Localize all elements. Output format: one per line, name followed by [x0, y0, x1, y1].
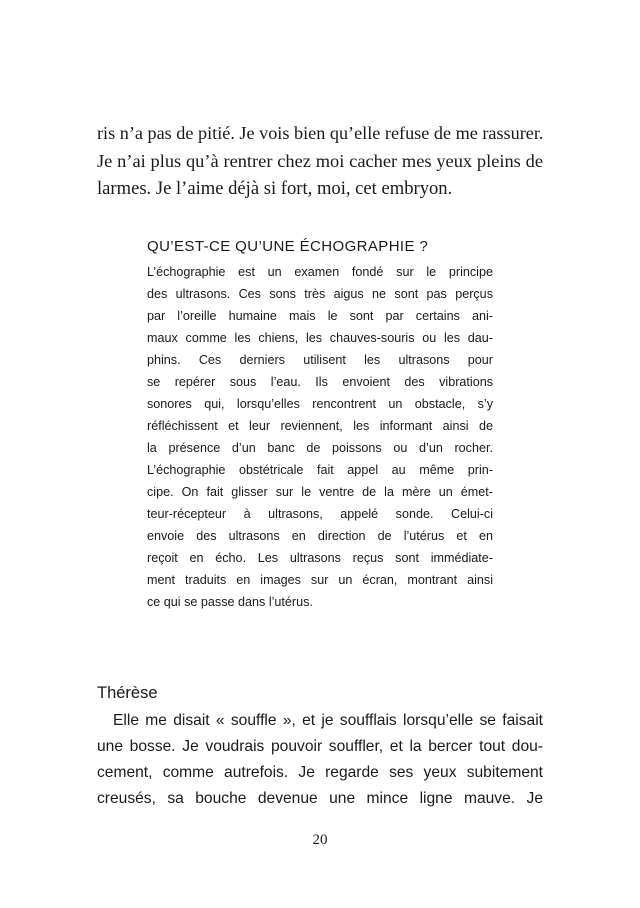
body-line: cement, comme autrefois. Je regarde ses yeux subitement [97, 764, 543, 781]
info-box-line: la présence d’un banc de poissons ou d’un rocher. [147, 441, 493, 455]
info-box-line: maux comme les chiens, les chauves-souris ou les dau- [147, 331, 493, 345]
info-box-line: reçoit en écho. Les ultrasons reçus sont immédiate- [147, 551, 493, 565]
info-box-line: par l’oreille humaine mais le sont par certains ani- [147, 309, 493, 323]
intro-line: ris n’a pas de pitié. Je vois bien qu’elle refuse de me rassurer. [97, 123, 544, 143]
info-box-line: sonores qui, lorsqu’elles rencontrent un obstacle, s’y [147, 397, 493, 411]
info-box-line: se repérer sous l’eau. Ils envoient des vibrations [147, 375, 493, 389]
info-box-line: ment traduits en images sur un écran, montrant ainsi [147, 573, 493, 587]
intro-line: larmes. Je l’aime déjà si fort, moi, cet embryon. [97, 178, 453, 199]
body-line: creusés, sa bouche devenue une mince ligne mauve. Je [97, 790, 543, 807]
info-box-line: phins. Ces derniers utilisent les ultrasons pour [147, 353, 493, 367]
info-box-line: teur-récepteur à ultrasons, appelé sonde. Celui-ci [147, 507, 493, 521]
info-box-line: des ultrasons. Ces sons très aigus ne sont pas perçus [147, 287, 493, 301]
info-box-title: QU’EST-CE QU’UNE ÉCHOGRAPHIE ? [147, 238, 429, 255]
info-box-line: réfléchissent et leur reviennent, les informant ainsi de [147, 419, 493, 433]
body-line: une bosse. Je voudrais pouvoir souffler, et la bercer tout dou- [97, 738, 543, 755]
info-box-line: ce qui se passe dans l’utérus. [147, 595, 313, 609]
section-heading: Thérèse [97, 684, 158, 702]
info-box-line: L’échographie obstétricale fait appel au même prin- [147, 463, 493, 477]
info-box-line: L’échographie est un examen fondé sur le principe [147, 265, 493, 279]
info-box-line: envoie des ultrasons en direction de l’utérus et en [147, 529, 493, 543]
page-number: 20 [312, 832, 328, 848]
info-box-line: cipe. On fait glisser sur le ventre de la mère un émet- [147, 485, 493, 499]
intro-line: Je n’ai plus qu’à rentrer chez moi cacher mes yeux pleins de [97, 151, 543, 171]
body-line: Elle me disait « souffle », et je soufflais lorsqu’elle se faisait [113, 712, 543, 729]
